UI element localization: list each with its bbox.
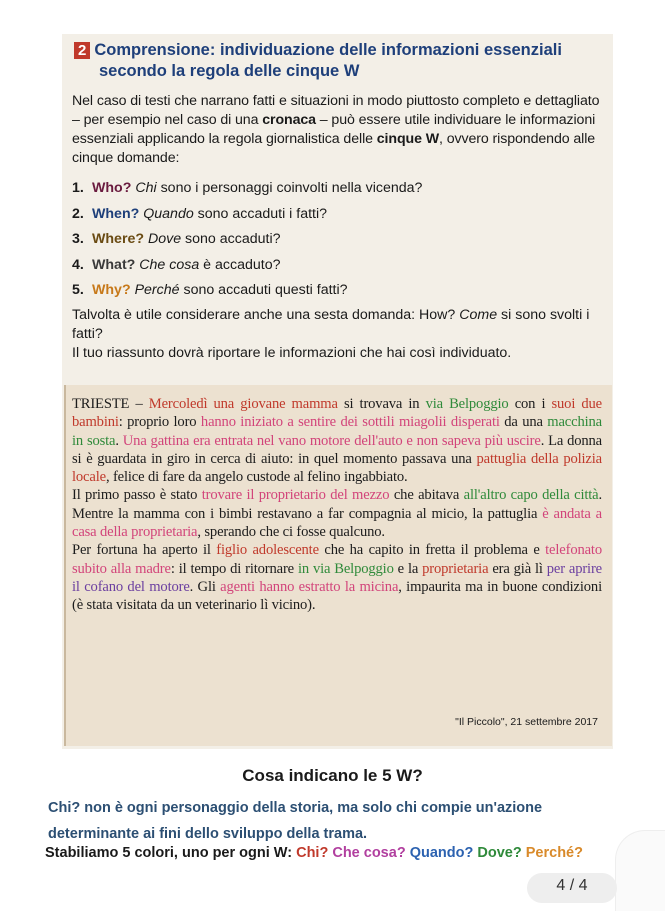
legend-where: Dove?: [477, 845, 522, 861]
hl-what: trovare il proprietario del mezzo: [201, 487, 390, 504]
who-note: Chi? non è ogni personaggio della storia, ma solo chi compie un'azione determinante ai fini dello sviluppo della trama.: [48, 800, 543, 842]
list-item-what: [72, 256, 604, 282]
w-question: è accaduto?: [199, 256, 281, 273]
sixth-question-italic: Come: [459, 307, 498, 323]
item-number: 4.: [72, 256, 84, 273]
article-text: che abitava: [389, 487, 464, 504]
article-text: . La donna si è guardata in giro in cerca di aiuto: in quel momento passava una: [72, 432, 602, 467]
item-number: 3.: [72, 231, 84, 248]
list-item-why: [72, 281, 604, 307]
hl-what: telefonato subito alla madre: [72, 542, 602, 577]
w-question: sono accaduti i fatti?: [193, 205, 328, 222]
summary-instruction: Il tuo riassunto dovrà riportare le informazioni che hai così individuato.: [72, 345, 512, 361]
article-text: : proprio loro: [118, 414, 201, 431]
hl-who: pattuglia della polizia locale: [72, 450, 602, 486]
legend-when: Quando?: [409, 845, 474, 861]
exercise-title: [74, 40, 604, 82]
hl-where: via Belpoggio: [425, 396, 509, 412]
article-text: , felice di fare da angelo custode al felino ingabbiato.: [105, 469, 408, 486]
item-number: 2.: [72, 205, 84, 222]
legend-lead: Stabiliamo 5 colori, uno per ogni W:: [45, 845, 297, 861]
intro-bold-cinque-w: cinque W: [376, 131, 440, 147]
w-keyword: Where?: [92, 231, 145, 248]
w-italic-word: Quando: [143, 205, 194, 222]
hl-who: proprietaria: [422, 560, 489, 577]
legend-what: Che cosa?: [332, 845, 406, 861]
intro-text-1: Nel caso di testi che narrano fatti e situazioni in modo piuttosto completo e dettagliato – per esempio nel caso di una: [72, 93, 600, 128]
item-number: 1.: [72, 180, 84, 196]
five-w-list: [72, 179, 604, 307]
intro-text-3: , ovvero rispondendo alle cinque domande:: [72, 131, 596, 166]
intro-bold-cronaca: cronaca: [262, 112, 316, 128]
w-italic-word: Chi: [135, 180, 157, 196]
news-article: [72, 395, 602, 615]
w-keyword: Why?: [92, 282, 131, 299]
list-item-where: [72, 230, 604, 256]
hl-what: è andata a casa della proprietaria: [72, 505, 602, 541]
hl-where: macchina in sosta: [72, 414, 602, 449]
intro-text-2: – può essere utile individuare le informazioni essenziali applicando la regola giornalistica delle: [72, 112, 596, 147]
hl-when: Mercoledì: [148, 396, 208, 412]
w-question: sono accaduti?: [181, 231, 281, 248]
article-text: , sperando che ci fosse qualcuno.: [197, 524, 385, 541]
article-text: e la: [393, 560, 423, 577]
hl-who: una giovane mamma: [213, 396, 338, 412]
after-list-text: [72, 306, 604, 363]
hl-where: in via Belpoggio: [297, 560, 394, 577]
article-text: che ha capito in fretta il problema e: [318, 542, 546, 559]
w-keyword: When?: [92, 205, 140, 222]
article-text: Il primo passo è stato: [72, 487, 202, 504]
legend-why: Perché?: [525, 845, 583, 861]
w-italic-word: Che cosa: [139, 256, 200, 273]
intro-paragraph: [72, 92, 604, 168]
w-italic-word: Perché: [134, 282, 180, 299]
w-question: sono i personaggi coinvolti nella vicenda?: [156, 180, 423, 196]
hl-who: suoi due bambini: [72, 396, 602, 431]
article-text: con i: [508, 396, 552, 412]
list-item-when: [72, 205, 604, 231]
article-text: . Gli: [189, 578, 221, 595]
hl-what: agenti hanno estratto la micina: [220, 578, 399, 595]
title-line-1: Comprensione: individuazione delle informazioni essenziali: [94, 41, 562, 59]
article-text: . Mentre la mamma con i bimbi restavano a far compagnia al micio, la pattuglia: [72, 487, 602, 522]
color-legend: [45, 845, 665, 861]
list-item-who: [72, 179, 604, 205]
article-text: era già lì: [488, 560, 547, 577]
article-paragraph-3: [72, 541, 602, 614]
article-text: : il tempo di ritornare: [170, 560, 298, 577]
section-heading: Cosa indicano le 5 W?: [242, 766, 423, 785]
article-text: da una: [499, 414, 548, 431]
page-indicator[interactable]: 4 / 4: [527, 873, 617, 903]
hl-what: Una gattina era entrata nel vano motore dell'auto e non sapeva più uscire: [122, 432, 541, 449]
item-number: 5.: [72, 282, 84, 299]
article-text: , impaurita ma in buone condizioni (è stata visitata da un veterinario lì vicino).: [72, 578, 602, 614]
legend-who: Chi?: [296, 845, 329, 861]
hl-what: hanno iniziato a sentire dei sottili miagolii disperati: [200, 414, 500, 431]
article-text: si trovava in: [337, 396, 426, 412]
article-paragraph-1: [72, 395, 602, 486]
article-paragraph-2: [72, 486, 602, 541]
hl-why: per aprire il cofano del motore: [72, 560, 602, 595]
article-text: .: [115, 432, 123, 449]
article-source: "Il Piccolo", 21 settembre 2017: [455, 716, 598, 728]
title-line-2: secondo la regola delle cinque W: [99, 62, 360, 80]
hl-who: figlio adolescente: [216, 542, 319, 559]
w-keyword: Who?: [92, 180, 132, 196]
hl-where: all'altro capo della città: [463, 487, 599, 504]
sixth-question-end: si sono svolti i fatti?: [72, 307, 590, 342]
sixth-question-text: Talvolta è utile considerare anche una sesta domanda: How?: [72, 307, 460, 323]
w-question: sono accaduti questi fatti?: [179, 282, 348, 299]
w-keyword: What?: [92, 256, 136, 273]
exercise-number: 2: [74, 42, 90, 59]
article-text: Per fortuna ha aperto il: [72, 542, 217, 559]
w-italic-word: Dove: [147, 231, 182, 248]
article-text: TRIESTE –: [72, 396, 149, 412]
